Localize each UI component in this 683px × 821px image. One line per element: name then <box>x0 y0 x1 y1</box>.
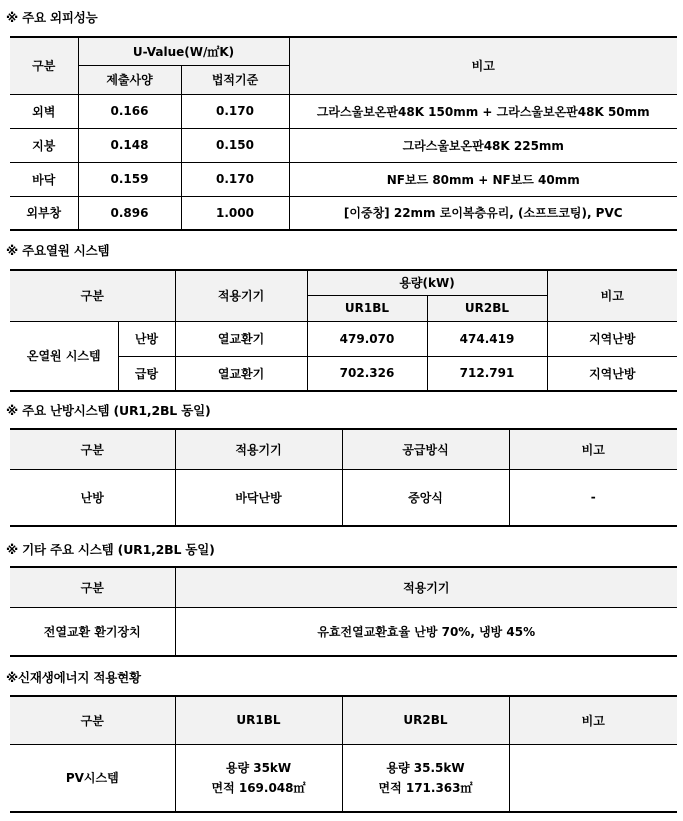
heat-source-row-heating <box>10 321 677 356</box>
heat-source-row-equipment: 열교환기 <box>175 321 307 356</box>
heat-source-section-title: ※ 주요열원 시스템 <box>6 243 110 258</box>
heating-section-title: ※ 주요 난방시스템 (UR1,2BL 동일) <box>6 403 211 418</box>
renewable-row-ur1bl <box>175 744 342 812</box>
renewable-header-ur1bl: UR1BL <box>175 696 342 744</box>
heat-source-row-ur2bl: 474.419 <box>427 321 547 356</box>
envelope-row-category: 지붕 <box>10 128 78 162</box>
envelope-section-title: ※ 주요 외피성능 <box>6 10 98 25</box>
ur1bl-capacity: 용량 35kW <box>225 760 292 775</box>
heat-source-header-equipment: 적용기기 <box>175 270 307 321</box>
envelope-row-roof <box>10 128 677 162</box>
other-row-equipment: 유효전열교환효율 난방 70%, 냉방 45% <box>175 607 677 656</box>
envelope-row-note: NF보드 80mm + NF보드 40mm <box>289 162 677 196</box>
heat-source-header-ur1bl: UR1BL <box>307 295 427 321</box>
envelope-row-category: 외벽 <box>10 94 78 128</box>
heating-row-note: - <box>509 469 677 526</box>
heat-source-header-category: 구분 <box>10 270 175 321</box>
heating-header-supply: 공급방식 <box>342 429 509 469</box>
other-row <box>10 607 677 656</box>
renewable-header-ur2bl: UR2BL <box>342 696 509 744</box>
renewable-row <box>10 744 677 812</box>
envelope-row-legal: 0.170 <box>181 162 289 196</box>
heating-header-category: 구분 <box>10 429 175 469</box>
envelope-row-legal: 1.000 <box>181 196 289 230</box>
envelope-header-submitted: 제출사양 <box>78 65 181 94</box>
ur1bl-area: 면적 169.048㎡ <box>211 780 306 795</box>
heat-source-row-ur2bl: 712.791 <box>427 356 547 391</box>
envelope-row-floor <box>10 162 677 196</box>
heat-source-header-ur2bl: UR2BL <box>427 295 547 321</box>
heat-source-row-sub: 난방 <box>118 321 175 356</box>
heat-source-group: 온열원 시스템 <box>10 321 118 391</box>
envelope-row-category: 바닥 <box>10 162 78 196</box>
other-header-category: 구분 <box>10 567 175 607</box>
heating-row-supply: 중앙식 <box>342 469 509 526</box>
heat-source-row-ur1bl: 702.326 <box>307 356 427 391</box>
envelope-header-note: 비고 <box>289 37 677 94</box>
heat-source-row-ur1bl: 479.070 <box>307 321 427 356</box>
envelope-row-legal: 0.150 <box>181 128 289 162</box>
envelope-row-submitted: 0.166 <box>78 94 181 128</box>
heating-table <box>10 428 677 527</box>
renewable-section-title: ※신재생에너지 적용현황 <box>6 670 141 685</box>
renewable-table <box>10 695 677 813</box>
heat-source-row-note: 지역난방 <box>547 356 677 391</box>
heat-source-table <box>10 269 677 392</box>
other-header-equipment: 적용기기 <box>175 567 677 607</box>
heating-header-equipment: 적용기기 <box>175 429 342 469</box>
heat-source-row-sub: 급탕 <box>118 356 175 391</box>
heating-row-category: 난방 <box>10 469 175 526</box>
envelope-row-note: 그라스울보온판48K 225mm <box>289 128 677 162</box>
heat-source-row-note: 지역난방 <box>547 321 677 356</box>
envelope-row-note: [이중창] 22mm 로이복층유리, (소프트코팅), PVC <box>289 196 677 230</box>
envelope-row-note: 그라스울보온판48K 150mm + 그라스울보온판48K 50mm <box>289 94 677 128</box>
heat-source-row-equipment: 열교환기 <box>175 356 307 391</box>
ur2bl-area: 면적 171.363㎡ <box>378 780 473 795</box>
heat-source-header-note: 비고 <box>547 270 677 321</box>
other-table <box>10 566 677 657</box>
envelope-row-category: 외부창 <box>10 196 78 230</box>
other-section-title: ※ 기타 주요 시스템 (UR1,2BL 동일) <box>6 542 215 557</box>
envelope-row-submitted: 0.159 <box>78 162 181 196</box>
renewable-row-note <box>509 744 677 812</box>
envelope-row-submitted: 0.148 <box>78 128 181 162</box>
heating-row-equipment: 바닥난방 <box>175 469 342 526</box>
renewable-header-note: 비고 <box>509 696 677 744</box>
other-row-category: 전열교환 환기장치 <box>10 607 175 656</box>
envelope-row-legal: 0.170 <box>181 94 289 128</box>
envelope-row-submitted: 0.896 <box>78 196 181 230</box>
heat-source-header-capacity: 용량(kW) <box>307 270 547 295</box>
envelope-header-uvalue: U-Value(W/㎡K) <box>78 37 289 65</box>
ur2bl-capacity: 용량 35.5kW <box>386 760 465 775</box>
heating-header-note: 비고 <box>509 429 677 469</box>
envelope-table <box>10 36 677 231</box>
envelope-row-wall <box>10 94 677 128</box>
renewable-row-ur2bl <box>342 744 509 812</box>
renewable-header-category: 구분 <box>10 696 175 744</box>
envelope-header-category: 구분 <box>10 37 78 94</box>
heating-row <box>10 469 677 526</box>
envelope-row-window <box>10 196 677 230</box>
envelope-header-legal: 법적기준 <box>181 65 289 94</box>
renewable-row-category: PV시스템 <box>10 744 175 812</box>
